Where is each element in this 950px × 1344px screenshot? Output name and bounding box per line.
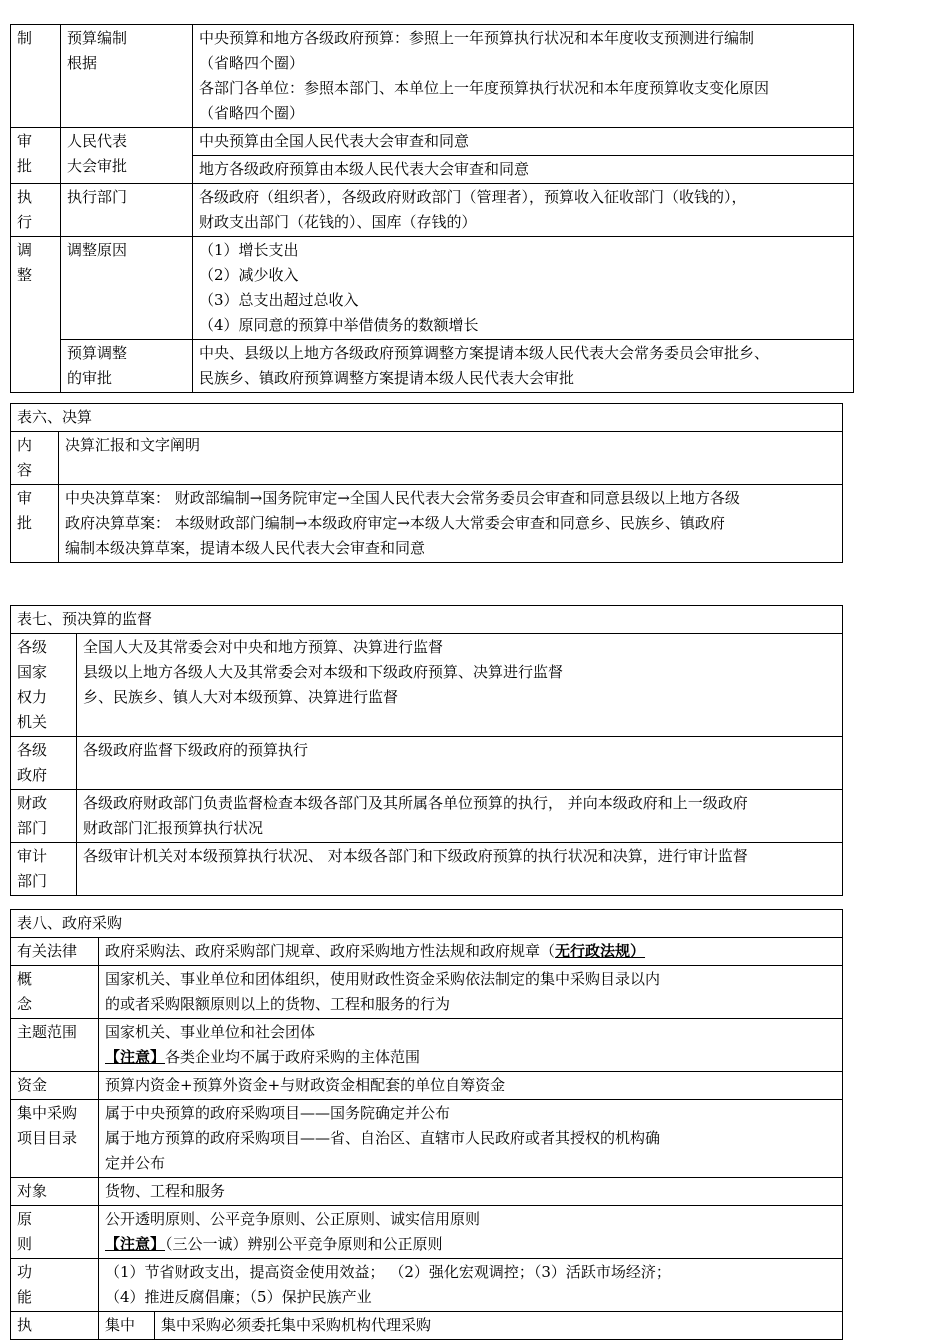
table-row (11, 737, 843, 790)
category-cell: 对象 (11, 1178, 99, 1206)
underlined-note: 无行政法规） (555, 942, 646, 960)
item-cell: 执行部门 (61, 184, 193, 237)
table-row (11, 1259, 843, 1312)
content-cell: 决算汇报和文字阐明 (59, 432, 843, 485)
content-cell: （1）节省财政支出，提高资金使用效益； （2）强化宏观调控；（3）活跃市场经济； （4）推进反腐倡廉；（5）保护民族产业 (99, 1259, 843, 1312)
category-cell: 审 批 (11, 128, 61, 184)
content-cell: 中央预算由全国人民代表大会审查和同意 (193, 128, 854, 156)
category-cell: 制 (11, 25, 61, 128)
content-cell: 地方各级政府预算由本级人民代表大会审查和同意 (193, 156, 854, 184)
category-cell: 主题范围 (11, 1019, 99, 1072)
note-tag: 【注意】 (105, 1235, 166, 1253)
content-cell: 集中采购必须委托集中采购机构代理采购 (155, 1312, 843, 1340)
content-cell: 公开透明原则、公平竞争原则、公正原则、诚实信用原则 【注意】（三公一诚）辨别公平竞争原则和公正原则 (99, 1206, 843, 1259)
item-cell: 预算调整 的审批 (61, 340, 193, 393)
category-cell: 功 能 (11, 1259, 99, 1312)
table-row (11, 843, 843, 896)
table-row (11, 938, 843, 966)
content-cell: 各级审计机关对本级预算执行状况、 对本级各部门和下级政府预算的执行状况和决算，进行审计监督 (77, 843, 843, 896)
category-cell: 执 行 (11, 184, 61, 237)
category-cell: 执 (11, 1312, 99, 1340)
content-cell: 预算内资金+预算外资金+与财政资金相配套的单位自筹资金 (99, 1072, 843, 1100)
category-cell: 资金 (11, 1072, 99, 1100)
table-row (11, 1312, 843, 1340)
item-cell: 人民代表 大会审批 (61, 128, 193, 184)
table-row (11, 25, 854, 128)
content-cell: 国家机关、事业单位和团体组织，使用财政性资金采购依法制定的集中采购目录以内 的或者采购限额原则以上的货物、工程和服务的行为 (99, 966, 843, 1019)
category-cell: 各级 政府 (11, 737, 77, 790)
table-title: 表八、政府采购 (11, 910, 843, 938)
content-cell: 各级政府监督下级政府的预算执行 (77, 737, 843, 790)
table-row (11, 1178, 843, 1206)
category-cell: 概 念 (11, 966, 99, 1019)
table-row (11, 966, 843, 1019)
category-cell: 审 批 (11, 485, 59, 563)
table-row (11, 1100, 843, 1178)
content-cell: 中央预算和地方各级政府预算：参照上一年预算执行状况和本年度收支预测进行编制 （省略四个圈） 各部门各单位：参照本部门、本单位上一年度预算执行状况和本年度预算收支变化原因 （省略四个圈） (193, 25, 854, 128)
category-cell: 有关法律 (11, 938, 99, 966)
table-row (11, 432, 843, 485)
table-row (11, 485, 843, 563)
table-title-row (11, 910, 843, 938)
item-cell: 调整原因 (61, 237, 193, 340)
budget-table (10, 24, 854, 393)
content-cell: 各级政府财政部门负责监督检查本级各部门及其所属各单位预算的执行， 并向本级政府和上一级政府 财政部门汇报预算执行状况 (77, 790, 843, 843)
category-cell: 各级 国家 权力 机关 (11, 634, 77, 737)
table-row (11, 1206, 843, 1259)
table-title: 表六、决算 (11, 404, 843, 432)
table-row (11, 128, 854, 156)
content-cell: 国家机关、事业单位和社会团体 【注意】各类企业均不属于政府采购的主体范围 (99, 1019, 843, 1072)
category-cell: 集中采购 项目目录 (11, 1100, 99, 1178)
supervision-table (10, 605, 843, 896)
table-title-row (11, 404, 843, 432)
content-cell: 中央、县级以上地方各级政府预算调整方案提请本级人民代表大会常务委员会审批乡、 民族乡、镇政府预算调整方案提请本级人民代表大会审批 (193, 340, 854, 393)
content-cell: 全国人大及其常委会对中央和地方预算、决算进行监督 县级以上地方各级人大及其常委会对本级和下级政府预算、决算进行监督 乡、民族乡、镇人大对本级预算、决算进行监督 (77, 634, 843, 737)
table-row (11, 1019, 843, 1072)
content-cell: 货物、工程和服务 (99, 1178, 843, 1206)
table-row (11, 790, 843, 843)
category-cell: 原 则 (11, 1206, 99, 1259)
table-row (11, 184, 854, 237)
note-tag: 【注意】 (105, 1048, 166, 1066)
table-row (11, 634, 843, 737)
content-cell: 中央决算草案： 财政部编制→国务院审定→全国人民代表大会常务委员会审查和同意县级以上地方各级 政府决算草案： 本级财政部门编制→本级政府审定→本级人大常委会审查和同意乡、民族乡、镇政府 编制本级决算草案，提请本级人民代表大会审查和同意 (59, 485, 843, 563)
procurement-table (10, 909, 843, 1340)
table-row (11, 1072, 843, 1100)
table-row (11, 237, 854, 340)
final-accounts-table (10, 403, 843, 563)
content-cell: （1）增长支出 （2）减少收入 （3）总支出超过总收入 （4）原同意的预算中举借债务的数额增长 (193, 237, 854, 340)
table-title: 表七、预决算的监督 (11, 606, 843, 634)
table-title-row (11, 606, 843, 634)
content-cell: 各级政府（组织者），各级政府财政部门（管理者），预算收入征收部门（收钱的）， 财政支出部门（花钱的）、国库（存钱的） (193, 184, 854, 237)
content-cell: 属于中央预算的政府采购项目——国务院确定并公布 属于地方预算的政府采购项目——省、自治区、直辖市人民政府或者其授权的机构确 定并公布 (99, 1100, 843, 1178)
category-cell: 财政 部门 (11, 790, 77, 843)
category-cell: 调 整 (11, 237, 61, 393)
subcategory-cell: 集中 (99, 1312, 155, 1340)
category-cell: 审计 部门 (11, 843, 77, 896)
content-cell: 政府采购法、政府采购部门规章、政府采购地方性法规和政府规章（无行政法规） (99, 938, 843, 966)
category-cell: 内 容 (11, 432, 59, 485)
table-row (11, 340, 854, 393)
item-cell: 预算编制 根据 (61, 25, 193, 128)
